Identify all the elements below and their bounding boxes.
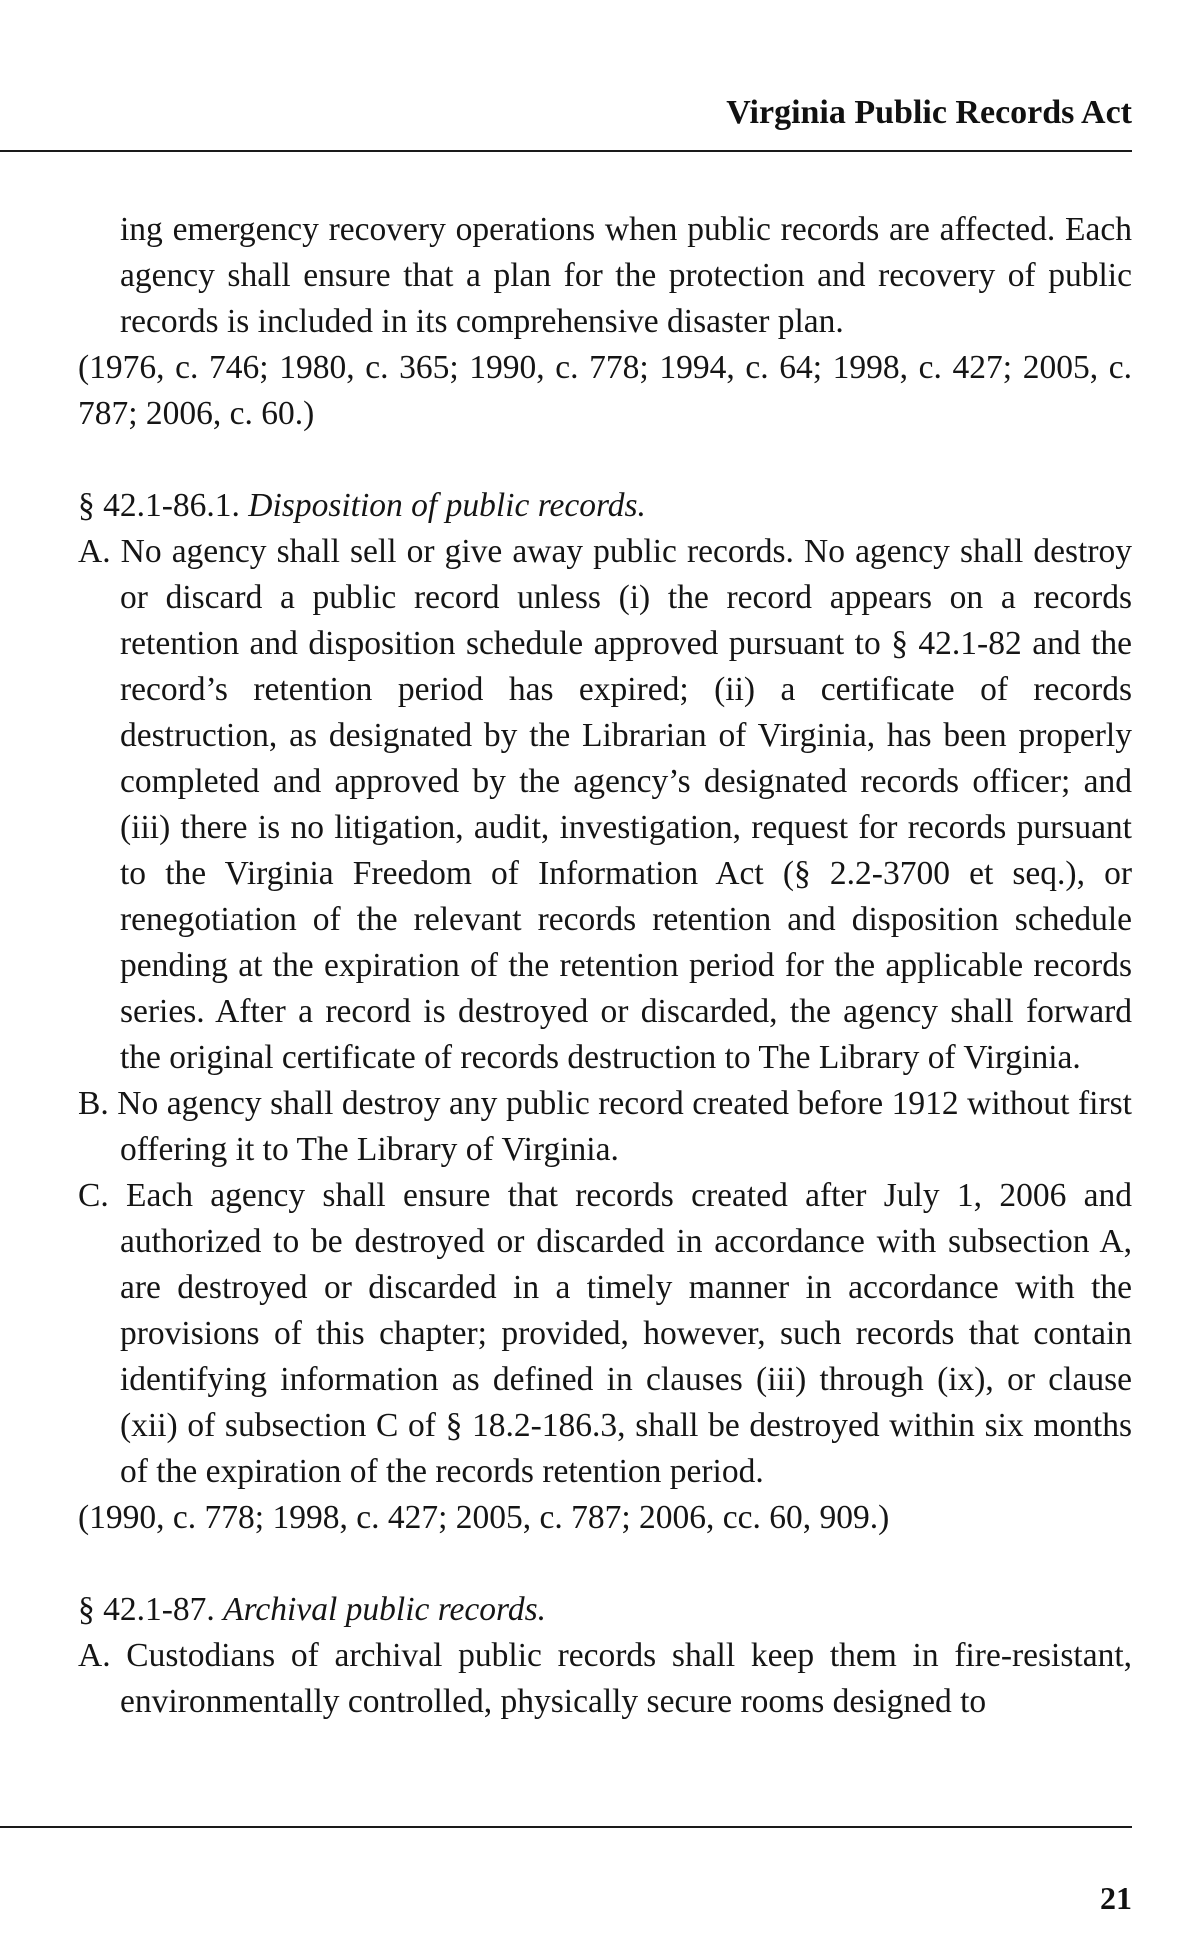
running-header-title: Virginia Public Records Act — [726, 94, 1132, 131]
section-title: Archival public records. — [223, 1591, 546, 1628]
page-number: 21 — [1100, 1880, 1132, 1916]
subsection-b: B. No agency shall destroy any public record created before 1912 without first offering it to The Library of Virginia. — [78, 1085, 1132, 1168]
history-note: (1976, c. 746; 1980, c. 365; 1990, c. 778; 1994, c. 64; 1998, c. 427; 2005, c. 787; 2006, c. 60.) — [78, 349, 1132, 432]
subsection-c: C. Each agency shall ensure that records created after July 1, 2006 and authorized to be destroyed or discarded in accordance with subsection A, are destroyed or discarded in a timely manner in accordance with the provisions of this chapter; provided, however, such records that contain identifying information as defined in clauses (iii) through (ix), or clause (xii) of subsection C of § 18.2-186.3, shall be destroyed within six months of the expiration of the records retention period. — [78, 1177, 1132, 1490]
section-number: § 42.1-87. — [78, 1591, 215, 1628]
section-gap — [78, 1541, 1132, 1587]
subsection-a: A. No agency shall sell or give away public records. No agency shall destroy or discard a public record unless (i) the record appears on a records retention and disposition schedule approved pursuant to § 42.1-82 and the record’s retention period has expired; (ii) a certificate of records destruction, as designated by the Librarian of Virginia, has been properly completed and approved by the agency’s designated records officer; and (iii) there is no litigation, audit, investigation, request for records pursuant to the Virginia Freedom of Information Act (§ 2.2-3700 et seq.), or renegotiation of the relevant records retention and disposition schedule pending at the expiration of the retention period for the applicable records series. After a record is destroyed or discarded, the agency shall forward the original certificate of records destruction to The Library of Virginia. — [78, 533, 1132, 1076]
section-number: § 42.1-86.1. — [78, 487, 240, 524]
section-heading — [78, 1587, 1132, 1633]
document-body — [78, 207, 1132, 1725]
subsection-a: A. Custodians of archival public records shall keep them in fire-resistant, environmentally controlled, physically secure rooms designed to — [78, 1637, 1132, 1720]
section-gap — [78, 437, 1132, 483]
history-note: (1990, c. 778; 1998, c. 427; 2005, c. 787; 2006, cc. 60, 909.) — [78, 1499, 890, 1536]
continuation-paragraph: ing emergency recovery operations when public records are affected. Each agency shall ensure that a plan for the protection and recovery of public records is included in its comprehensive disaster plan. — [120, 211, 1132, 340]
section-title: Disposition of public records. — [248, 487, 646, 524]
header-rule — [0, 150, 1132, 152]
section-heading — [78, 483, 1132, 529]
footer-rule — [0, 1826, 1132, 1828]
